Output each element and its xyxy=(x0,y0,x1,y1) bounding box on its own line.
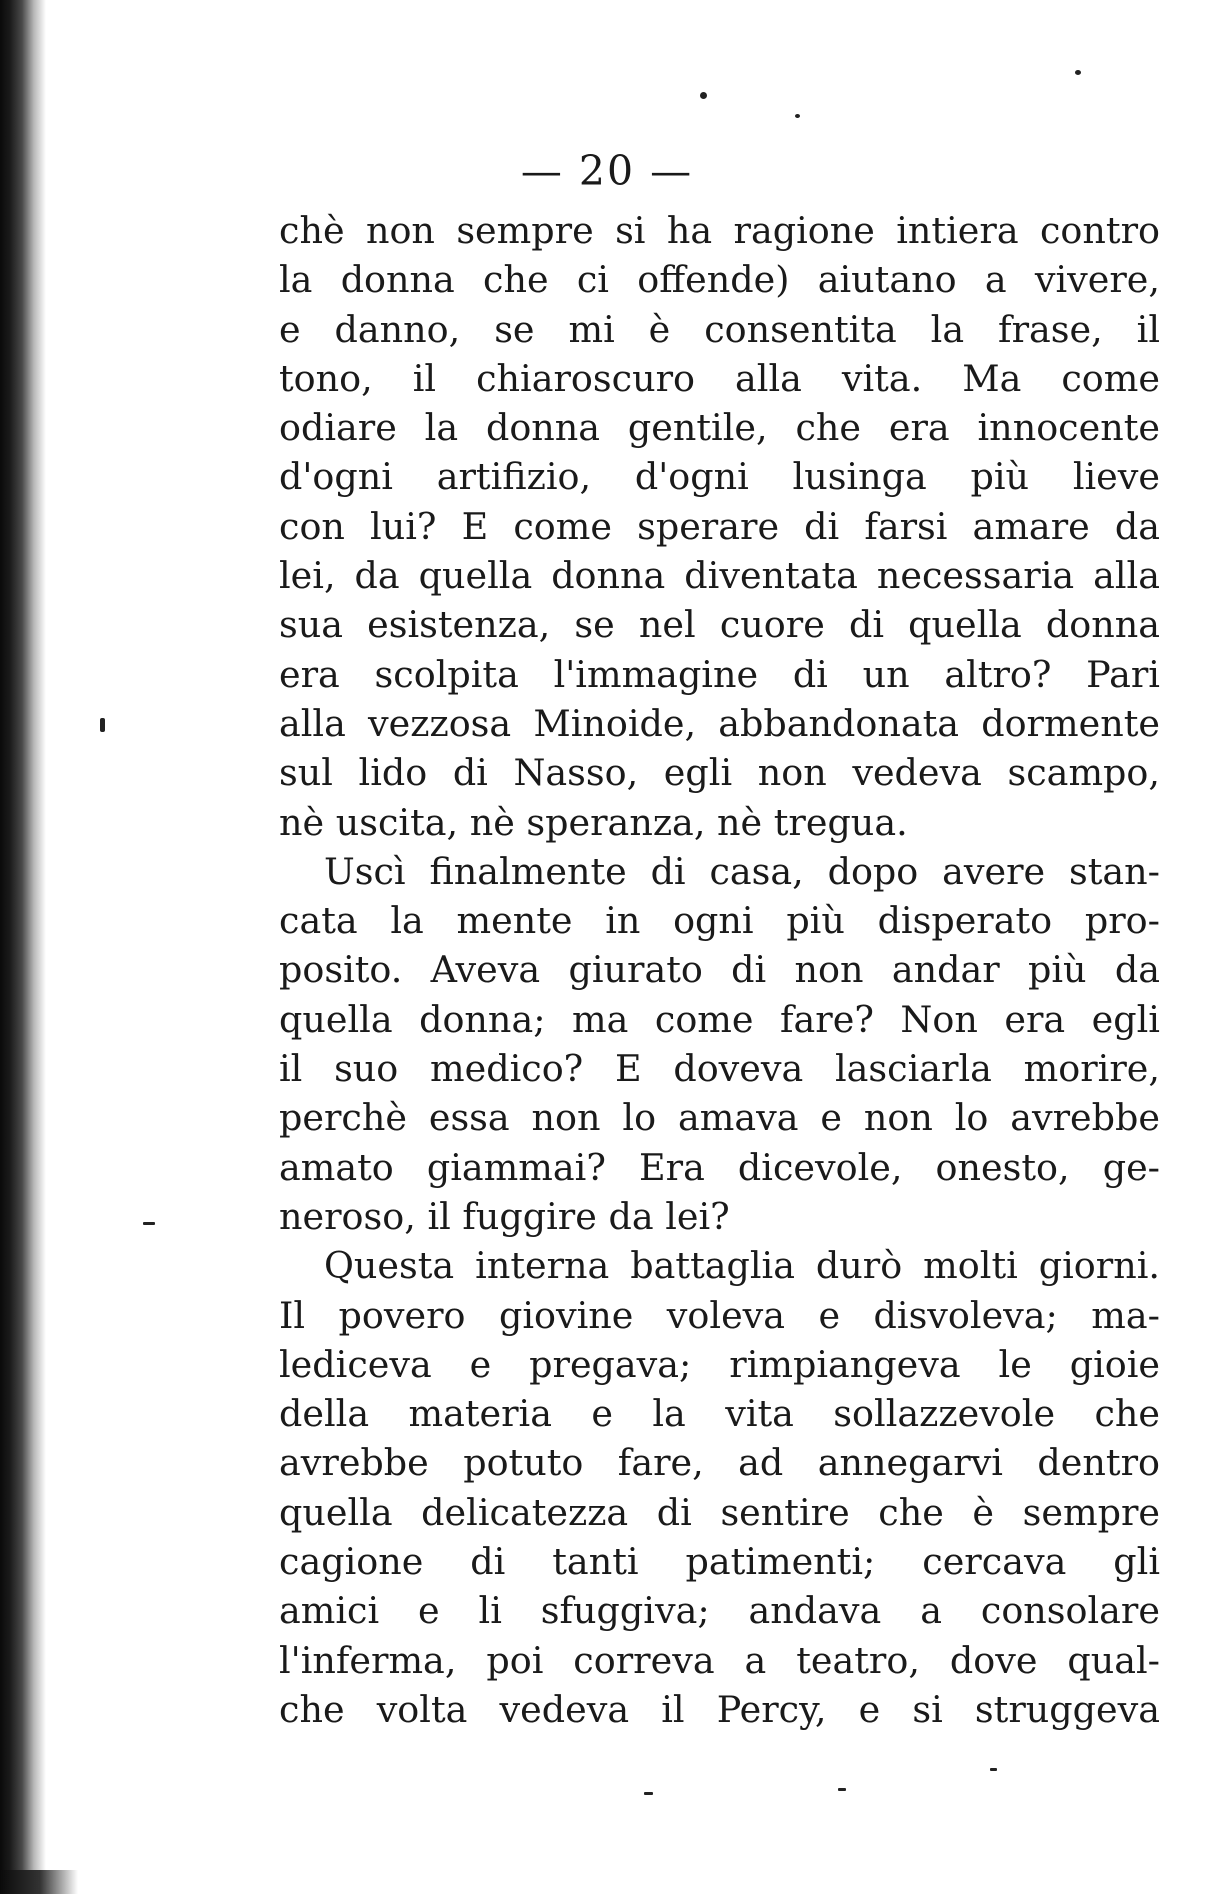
text-line: Il povero giovine voleva e disvoleva; ma- xyxy=(279,1293,1160,1337)
text-line: alla vezzosa Minoide, abbandonata dormente xyxy=(279,701,1160,745)
scan-speck xyxy=(795,114,800,118)
paragraph-2 xyxy=(279,847,1160,1241)
text-line: lei, da quella donna diventata necessaria alla xyxy=(279,554,1160,598)
text-line: odiare la donna gentile, che era innocente xyxy=(279,406,1160,450)
text-line: che volta vedeva il Percy, e si struggeva xyxy=(279,1687,1160,1731)
text-line: sul lido di Nasso, egli non vedeva scampo, xyxy=(279,751,1160,795)
scan-speck xyxy=(700,92,707,99)
scan-speck xyxy=(838,1788,846,1791)
text-line: chè non sempre si ha ragione intiera contro xyxy=(279,209,1160,252)
text-line: Uscì finalmente di casa, dopo avere stan- xyxy=(324,849,1160,893)
text-line: d'ogni artifizio, d'ogni lusinga più lieve xyxy=(279,455,1160,499)
page-number: — 20 — xyxy=(520,147,694,195)
text-line: quella donna; ma come fare? Non era egli xyxy=(279,997,1160,1041)
text-line: posito. Aveva giurato di non andar più da xyxy=(279,948,1160,992)
text-line: la donna che ci offende) aiutano a vivere, xyxy=(279,258,1160,302)
text-line: lediceva e pregava; rimpiangeva le gioie xyxy=(279,1342,1160,1386)
scan-speck xyxy=(1075,70,1081,75)
text-line: cata la mente in ogni più disperato pro- xyxy=(279,899,1160,943)
text-line: e danno, se mi è consentita la frase, il xyxy=(279,307,1160,351)
text-line: era scolpita l'immagine di un altro? Pari xyxy=(279,652,1160,696)
text-line: l'inferma, poi correva a teatro, dove qual- xyxy=(279,1638,1160,1682)
text-line: cagione di tanti patimenti; cercava gli xyxy=(279,1540,1160,1584)
text-line: avrebbe potuto fare, ad annegarvi dentro xyxy=(279,1441,1160,1485)
text-line: amici e li sfuggiva; andava a consolare xyxy=(279,1589,1160,1633)
text-line: il suo medico? E doveva lasciarla morire, xyxy=(279,1047,1160,1091)
paragraph-1 xyxy=(279,206,1160,847)
book-spine-shadow xyxy=(0,0,46,1894)
scan-speck xyxy=(644,1792,653,1795)
scan-speck xyxy=(100,718,105,732)
paragraph-3 xyxy=(279,1241,1160,1734)
text-line: della materia e la vita sollazzevole che xyxy=(279,1392,1160,1436)
text-line: amato giammai? Era dicevole, onesto, ge- xyxy=(279,1145,1160,1189)
text-line: sua esistenza, se nel cuore di quella donna xyxy=(279,603,1160,647)
text-line: neroso, il fuggire da lei? xyxy=(279,1194,730,1238)
scan-speck xyxy=(143,1222,155,1225)
text-line: nè uscita, nè speranza, nè tregua. xyxy=(279,800,908,844)
text-line: tono, il chiaroscuro alla vita. Ma come xyxy=(279,356,1160,400)
scan-speck xyxy=(990,1768,997,1771)
body-text xyxy=(279,206,1160,1734)
text-line: perchè essa non lo amava e non lo avrebbe xyxy=(279,1096,1160,1140)
text-line: con lui? E come sperare di farsi amare da xyxy=(279,504,1160,548)
book-spine-foot xyxy=(0,1870,78,1894)
text-line: quella delicatezza di sentire che è sempre xyxy=(279,1490,1160,1534)
text-line: Questa interna battaglia durò molti giorni. xyxy=(324,1244,1160,1288)
